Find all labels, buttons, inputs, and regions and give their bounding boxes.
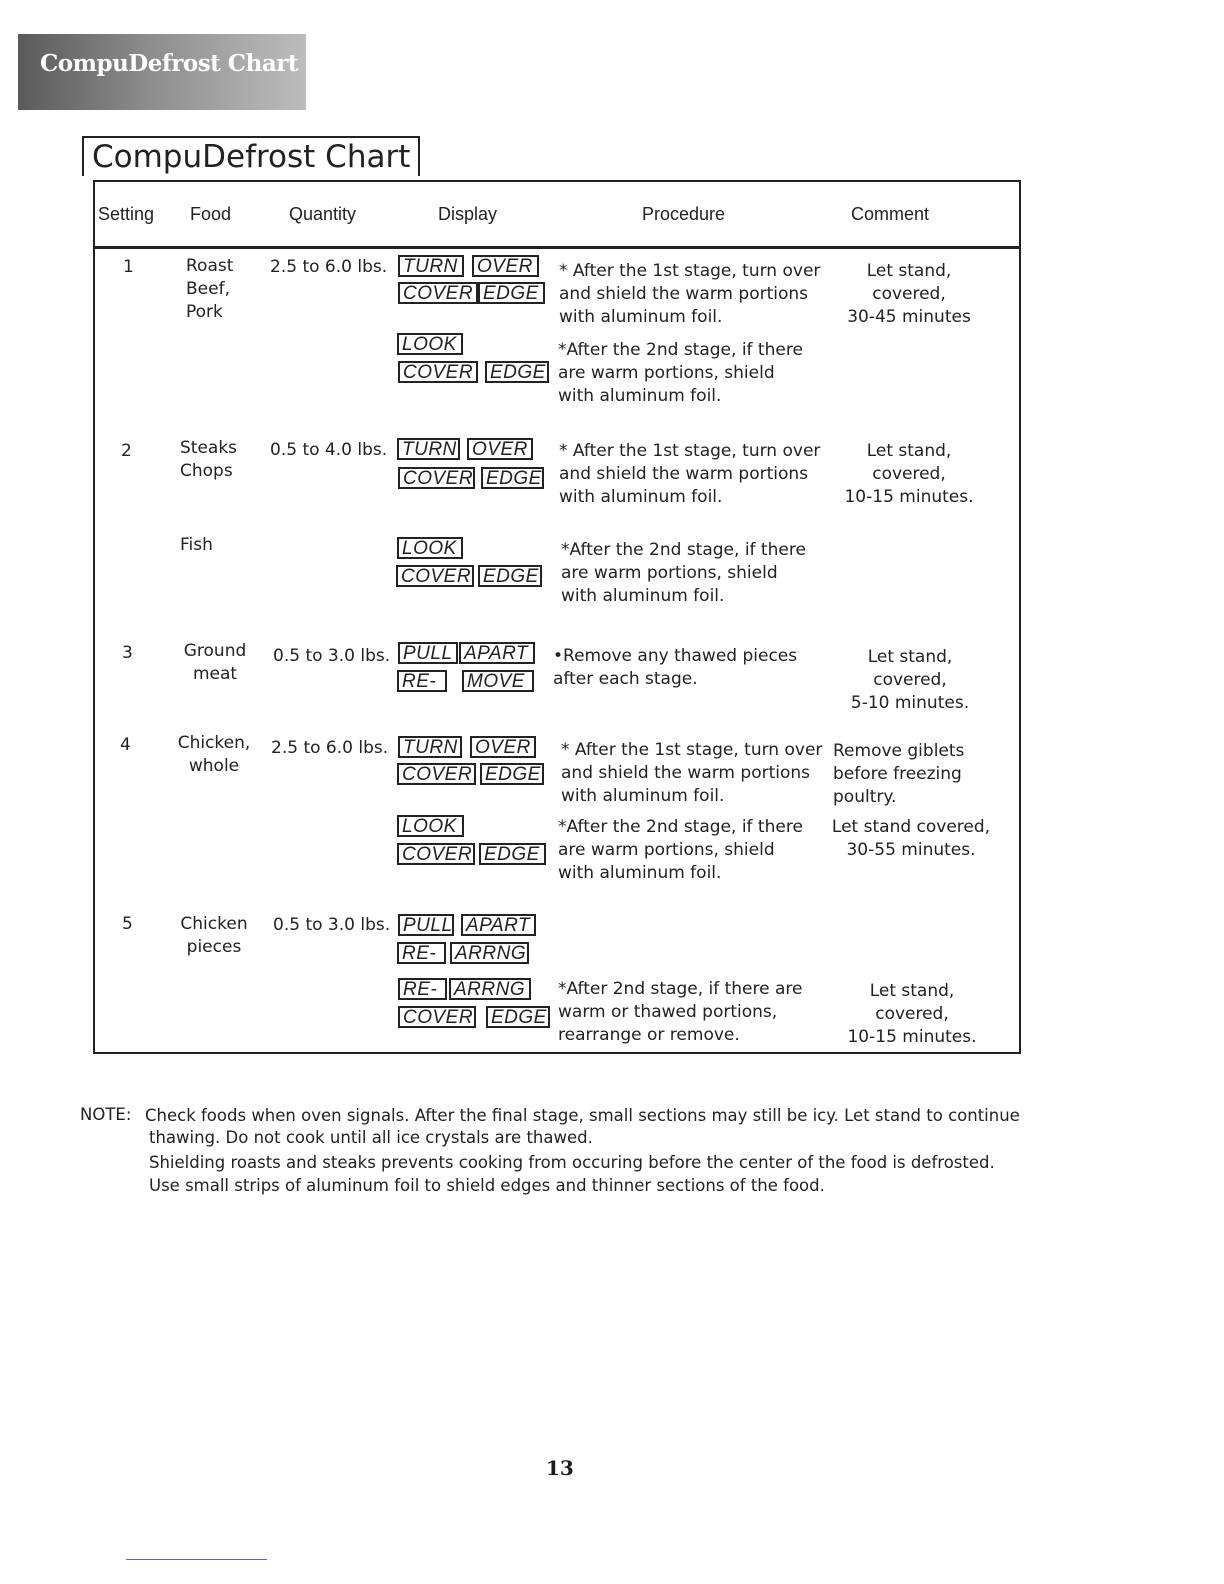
row-1-display-cover: COVER [398, 282, 478, 304]
row-4-display-over: OVER [470, 736, 536, 758]
header-display: Display [438, 204, 498, 224]
row-5-food: Chicken pieces [180, 914, 248, 957]
row-4-comment-1: Remove giblets before freezing poultry. [833, 741, 965, 807]
row-4-display-cover: COVER [397, 763, 476, 785]
header-setting: Setting [98, 204, 155, 224]
row-1-display-turn: TURN [398, 255, 464, 277]
row-1-display-edge: EDGE [478, 282, 545, 304]
row-1-quantity: 2.5 to 6.0 lbs. [270, 257, 388, 277]
row-3-display-move: MOVE [462, 670, 534, 692]
row-1-procedure-2: *After the 2nd stage, if there are warm portions, shield with aluminum foil. [558, 340, 803, 406]
row-2-procedure-1: * After the 1st stage, turn over and shield the warm portions with aluminum foil. [559, 441, 821, 507]
note-label: NOTE: [80, 1105, 132, 1124]
row-1-food: Roast Beef, Pork [186, 256, 234, 322]
row-2-display-turn: TURN [397, 438, 460, 460]
row-5-display-cover: COVER [398, 1006, 476, 1028]
page-number: 13 [546, 1456, 574, 1480]
row-2-food: Steaks Chops [180, 438, 238, 481]
row-4-procedure-1: * After the 1st stage, turn over and shield the warm portions with aluminum foil. [561, 740, 823, 806]
row-3-display-pull: PULL [398, 642, 458, 664]
note-line-1: Check foods when oven signals. After the final stage, small sections may still be icy. Let stand to continue [145, 1106, 1020, 1125]
row-3-display-apart: APART [459, 642, 535, 664]
row-2-display-edge: EDGE [481, 467, 544, 489]
header-divider [95, 246, 1019, 249]
row-5-display-re-2: RE- [398, 978, 447, 1000]
row-5-display-pull: PULL [398, 914, 454, 936]
row-2-display-look: LOOK [397, 537, 463, 559]
row-1-display-over: OVER [472, 255, 539, 277]
row-1-comment: Let stand, covered, 30-45 minutes [847, 261, 971, 327]
row-2-display-edge-2: EDGE [478, 565, 542, 587]
row-4-display-look: LOOK [397, 815, 464, 837]
row-4-food: Chicken, whole [177, 733, 251, 776]
row-2-comment: Let stand, covered, 10-15 minutes. [844, 441, 974, 507]
row-4-display-cover-2: COVER [397, 843, 475, 865]
row-3-food: Ground meat [183, 641, 247, 684]
row-5-setting: 5 [122, 914, 133, 934]
row-5-display-arrng: ARRNG [450, 942, 529, 964]
row-4-setting: 4 [120, 735, 131, 755]
row-2-display-cover-2: COVER [396, 565, 474, 587]
row-4-quantity: 2.5 to 6.0 lbs. [271, 738, 389, 758]
header-quantity: Quantity [289, 204, 357, 224]
row-5-procedure: *After 2nd stage, if there are warm or thawed portions, rearrange or remove. [558, 979, 803, 1045]
row-5-comment: Let stand, covered, 10-15 minutes. [847, 981, 977, 1047]
note-line-3: Shielding roasts and steaks prevents cooking from occuring before the center of the food is defrosted. [149, 1153, 995, 1172]
row-2-food-fish: Fish [180, 535, 213, 555]
row-4-display-edge-2: EDGE [479, 843, 546, 865]
row-2-procedure-2: *After the 2nd stage, if there are warm portions, shield with aluminum foil. [561, 540, 806, 606]
row-2-setting: 2 [121, 441, 132, 461]
row-4-procedure-2: *After the 2nd stage, if there are warm portions, shield with aluminum foil. [558, 817, 803, 883]
row-5-display-edge: EDGE [486, 1006, 550, 1028]
header-procedure: Procedure [642, 204, 726, 224]
row-4-comment-2: Let stand covered, 30-55 minutes. [831, 817, 991, 860]
row-4-display-edge: EDGE [480, 763, 544, 785]
row-1-display-cover-2: COVER [398, 361, 478, 383]
row-3-comment: Let stand, covered, 5-10 minutes. [850, 647, 970, 713]
header-food: Food [190, 204, 232, 224]
row-5-display-arrng-2: ARRNG [449, 978, 531, 1000]
row-3-quantity: 0.5 to 3.0 lbs. [273, 646, 391, 666]
row-3-display-re: RE- [397, 670, 447, 692]
row-1-procedure-1: * After the 1st stage, turn over and shield the warm portions with aluminum foil. [559, 261, 821, 327]
row-1-setting: 1 [123, 257, 134, 277]
banner-title: CompuDefrost Chart [40, 50, 298, 77]
footer-rule [126, 1559, 267, 1560]
row-1-display-look: LOOK [397, 333, 463, 355]
header-comment: Comment [851, 204, 930, 224]
row-4-display-turn: TURN [398, 736, 462, 758]
note-line-4: Use small strips of aluminum foil to shield edges and thinner sections of the food. [149, 1176, 825, 1195]
row-2-display-cover: COVER [398, 467, 475, 489]
row-3-setting: 3 [122, 643, 133, 663]
row-2-display-over: OVER [467, 438, 533, 460]
row-1-display-edge-2: EDGE [485, 361, 549, 383]
row-5-display-re: RE- [397, 942, 446, 964]
row-5-quantity: 0.5 to 3.0 lbs. [273, 915, 391, 935]
row-5-display-apart: APART [461, 914, 536, 936]
chart-title: CompuDefrost Chart [82, 136, 420, 176]
row-3-procedure: •Remove any thawed pieces after each stage. [553, 646, 798, 689]
note-line-2: thawing. Do not cook until all ice crystals are thawed. [149, 1128, 593, 1147]
row-2-quantity: 0.5 to 4.0 lbs. [270, 440, 388, 460]
section-banner [18, 34, 306, 110]
